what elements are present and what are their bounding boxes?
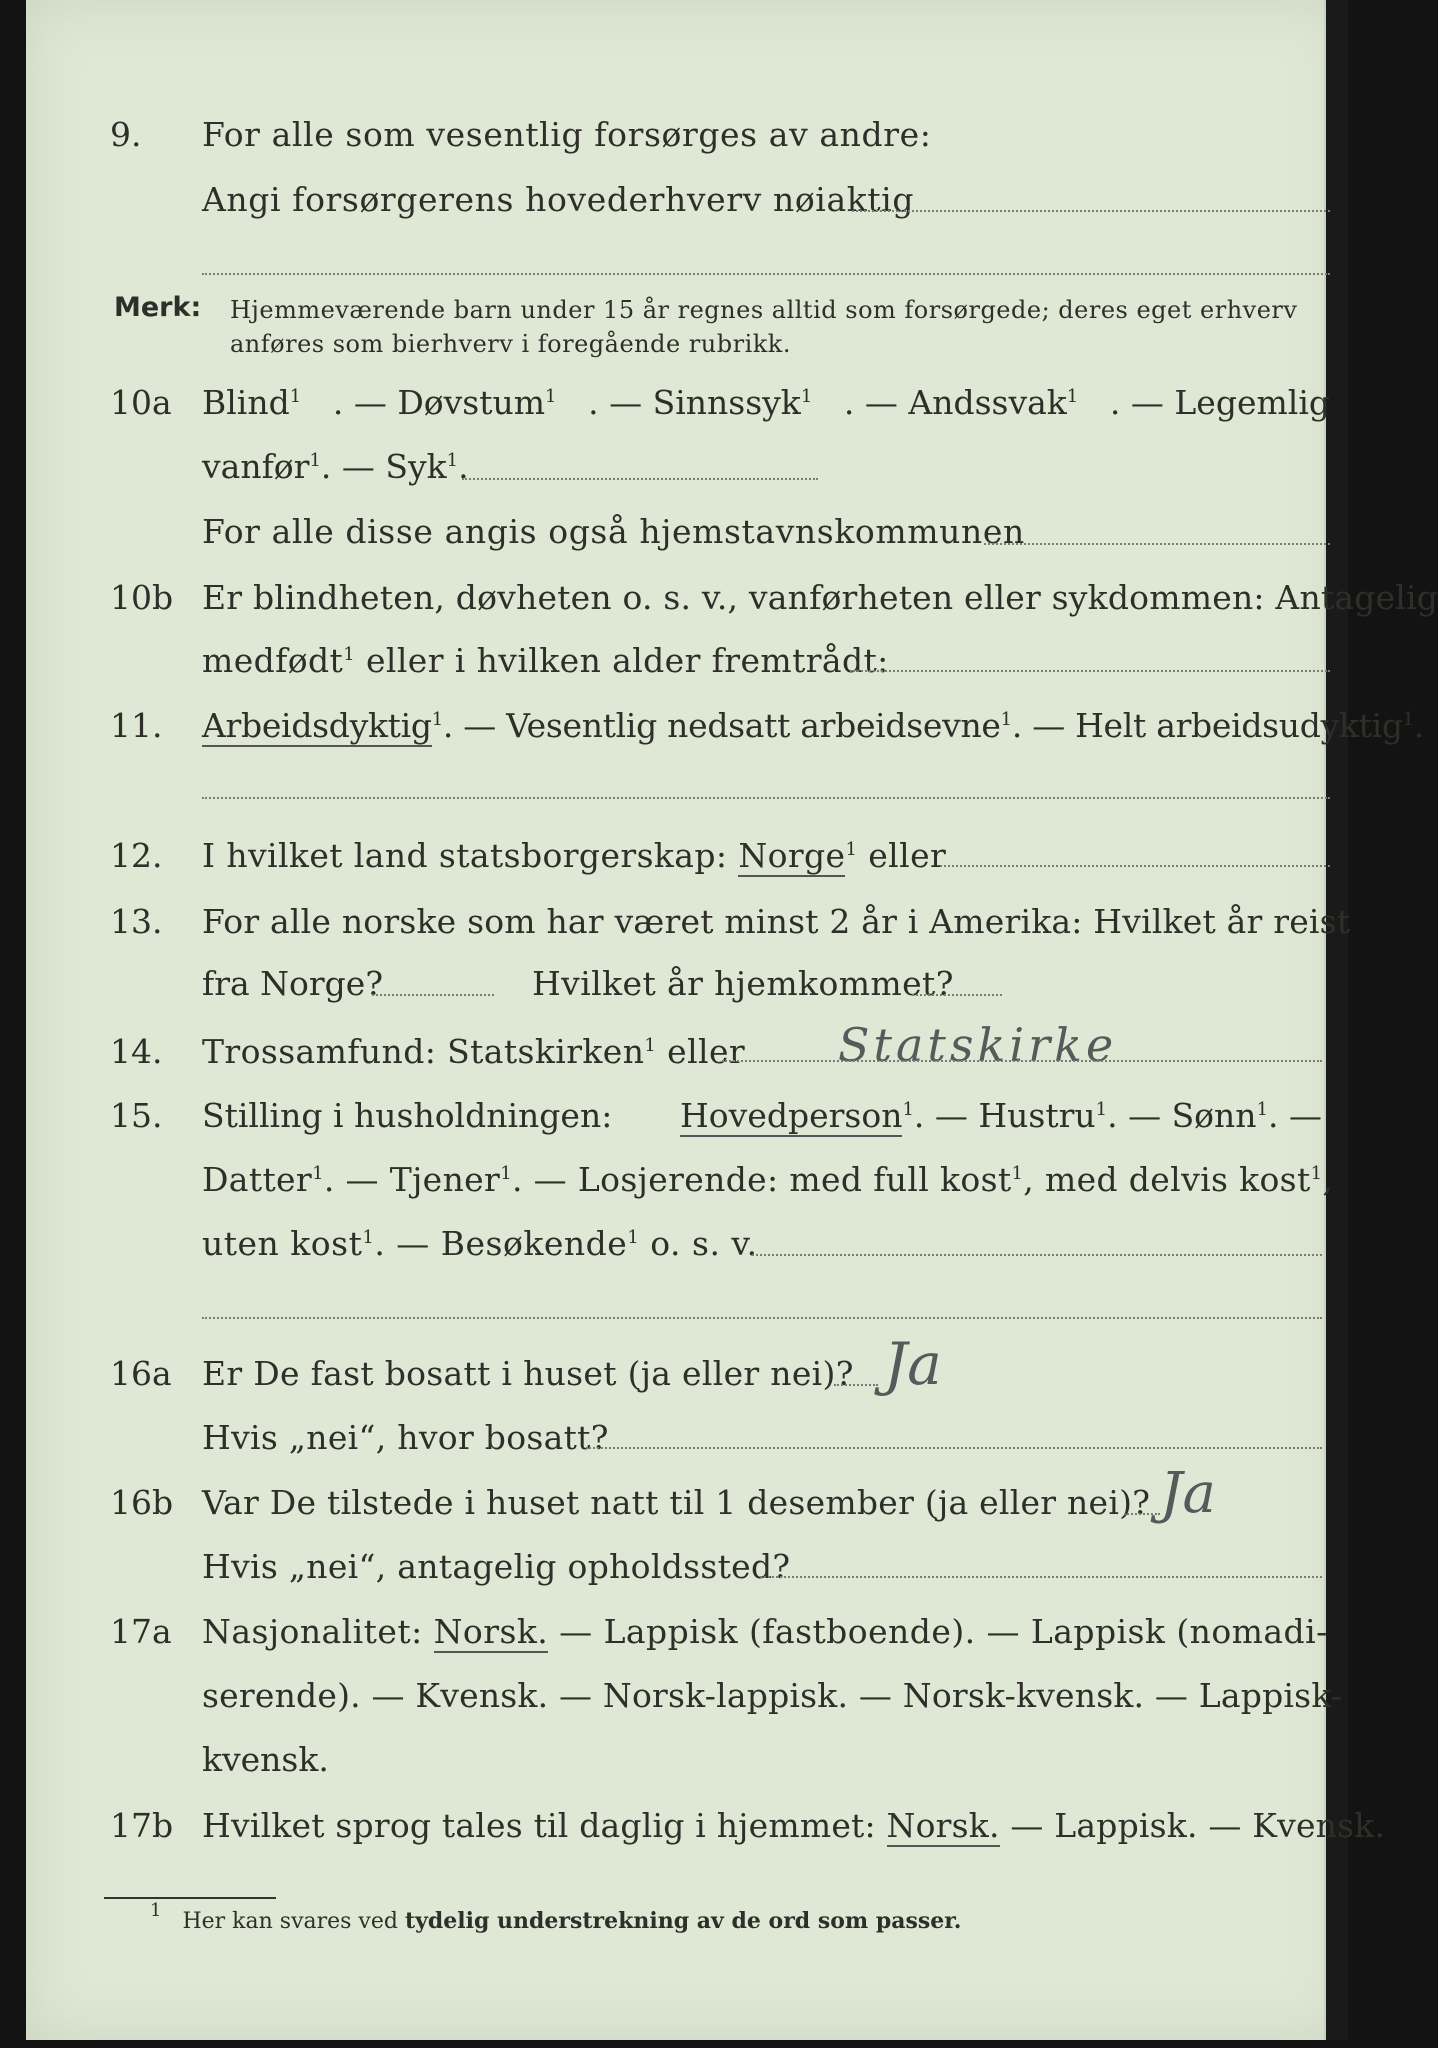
footnote-text-b: tydelig understrekning av de ord som passer. bbox=[404, 1908, 962, 1934]
q10a-kommune-line[interactable] bbox=[984, 543, 1330, 545]
q17b-number: 17b bbox=[110, 1806, 174, 1845]
q15-underlined-answer: Hovedperson bbox=[680, 1096, 903, 1135]
q16b-text-1: Var De tilstede i huset natt til 1 desember (ja eller nei)? bbox=[202, 1483, 1151, 1522]
footnote-rule bbox=[104, 1897, 276, 1899]
q14-text: Trossamfund: Statskirken$^1$ eller bbox=[202, 1032, 746, 1071]
q10b-number: 10b bbox=[110, 578, 174, 617]
q13-text-2b: Hvilket år hjemkommet? bbox=[532, 964, 954, 1003]
q12-answer-line[interactable] bbox=[940, 865, 1330, 867]
q16a-text-1: Er De fast bosatt i huset (ja eller nei)? bbox=[202, 1354, 854, 1393]
q17a-underlined-answer: Norsk. bbox=[433, 1612, 549, 1651]
q16a-bosatt-line[interactable] bbox=[586, 1447, 1322, 1449]
q17b-text: Hvilket sprog tales til daglig i hjemmet: Norsk. — Lappisk. — Kvensk. bbox=[202, 1806, 1386, 1845]
page-edge bbox=[1326, 0, 1348, 2040]
q14-number: 14. bbox=[110, 1032, 163, 1071]
q10b-text-2: medfødt$^1$ eller i hvilken alder fremtrådt: bbox=[202, 641, 889, 680]
q15-text-1: Stilling i husholdningen: Hovedperson$^1$. — Hustru$^1$. — Sønn$^1$. — bbox=[202, 1096, 1322, 1135]
q17a-text-2: serende). — Kvensk. — Norsk-lappisk. — Norsk-kvensk. — Lappisk- bbox=[202, 1676, 1343, 1715]
q15-text-3: uten kost$^1$. — Besøkende$^1$ o. s. v. bbox=[202, 1224, 758, 1263]
footnote-text-a: Her kan svares ved bbox=[182, 1909, 405, 1934]
q9-answer-line-2[interactable] bbox=[202, 273, 1330, 275]
footnote-mark: 1 bbox=[150, 1900, 162, 1921]
merk-label: Merk: bbox=[114, 292, 202, 323]
q16b-number: 16b bbox=[110, 1483, 174, 1522]
q17a-text-1: Nasjonalitet: Norsk. — Lappisk (fastboende). — Lappisk (nomadi- bbox=[202, 1612, 1328, 1651]
merk-text-2: anføres som bierhverv i foregående rubrikk. bbox=[230, 330, 791, 358]
q11-answer-line[interactable] bbox=[202, 797, 1330, 799]
q15-number: 15. bbox=[110, 1096, 163, 1135]
q10a-number: 10a bbox=[110, 383, 172, 422]
q13-hjemkommet-line[interactable] bbox=[912, 994, 1002, 996]
q10a-text-1: Blind$^1$ . — Døvstum$^1$ . — Sinnssyk$^1$ . — Andssvak$^1$ . — Legemlig bbox=[202, 383, 1330, 422]
q16b-text-2: Hvis „nei“, antagelig opholdssted? bbox=[202, 1547, 791, 1586]
q10a-text-2: vanfør$^1$. — Syk$^1$. bbox=[202, 447, 469, 486]
q9-text-2: Angi forsørgerens hovederhverv nøiaktig bbox=[202, 180, 915, 219]
q11-number: 11. bbox=[110, 706, 163, 745]
q9-number: 9. bbox=[110, 115, 142, 154]
merk-text-1: Hjemmeværende barn under 15 år regnes alltid som forsørgede; deres eget erhverv bbox=[230, 296, 1298, 324]
q15-answer-line-2[interactable] bbox=[202, 1317, 1322, 1319]
q10a-text-3: For alle disse angis også hjemstavnskommunen bbox=[202, 512, 1025, 551]
q14-answer-line[interactable] bbox=[722, 1060, 1322, 1062]
q15-answer-line-1[interactable] bbox=[752, 1254, 1322, 1256]
q9-answer-line-1[interactable] bbox=[852, 210, 1330, 212]
q13-number: 13. bbox=[110, 902, 163, 941]
q15-text-2: Datter$^1$. — Tjener$^1$. — Losjerende: med full kost$^1$, med delvis kost$^1$, bbox=[202, 1160, 1334, 1199]
q11-underlined-answer: Arbeidsdyktig bbox=[202, 706, 432, 745]
q9-text-1: For alle som vesentlig forsørges av andre: bbox=[202, 115, 932, 154]
footnote bbox=[150, 1900, 962, 1934]
q17a-number: 17a bbox=[110, 1612, 172, 1651]
q10a-syk-line[interactable] bbox=[462, 478, 818, 480]
q17b-underlined-answer: Norsk. bbox=[886, 1806, 1000, 1845]
q12-text: I hvilket land statsborgerskap: Norge$^1$ eller bbox=[202, 836, 947, 875]
q17a-text-3: kvensk. bbox=[202, 1740, 329, 1779]
q16b-answer-line[interactable] bbox=[1124, 1513, 1160, 1515]
q13-reist-line[interactable] bbox=[372, 994, 494, 996]
q10b-text-1: Er blindheten, døvheten o. s. v., vanførheten eller sykdommen: Antagelig bbox=[202, 578, 1438, 617]
q16a-handwritten-answer: Ja bbox=[884, 1330, 942, 1398]
q16b-handwritten-answer: Ja bbox=[1160, 1461, 1216, 1526]
q16a-answer-line[interactable] bbox=[834, 1384, 878, 1386]
q12-number: 12. bbox=[110, 836, 163, 875]
q13-text-1: For alle norske som har været minst 2 år i Amerika: Hvilket år reist bbox=[202, 902, 1351, 941]
q10b-answer-line[interactable] bbox=[850, 670, 1330, 672]
q14-handwritten-answer: Statskirke bbox=[838, 1018, 1118, 1072]
q13-text-2a: fra Norge? bbox=[202, 964, 384, 1003]
q16a-number: 16a bbox=[110, 1354, 172, 1393]
q16b-opholdssted-line[interactable] bbox=[760, 1576, 1322, 1578]
q11-text: Arbeidsdyktig$^1$. — Vesentlig nedsatt arbeidsevne$^1$. — Helt arbeidsudyktig$^1$. bbox=[202, 706, 1425, 745]
q16a-text-2: Hvis „nei“, hvor bosatt? bbox=[202, 1418, 609, 1457]
q12-underlined-answer: Norge bbox=[738, 836, 846, 875]
